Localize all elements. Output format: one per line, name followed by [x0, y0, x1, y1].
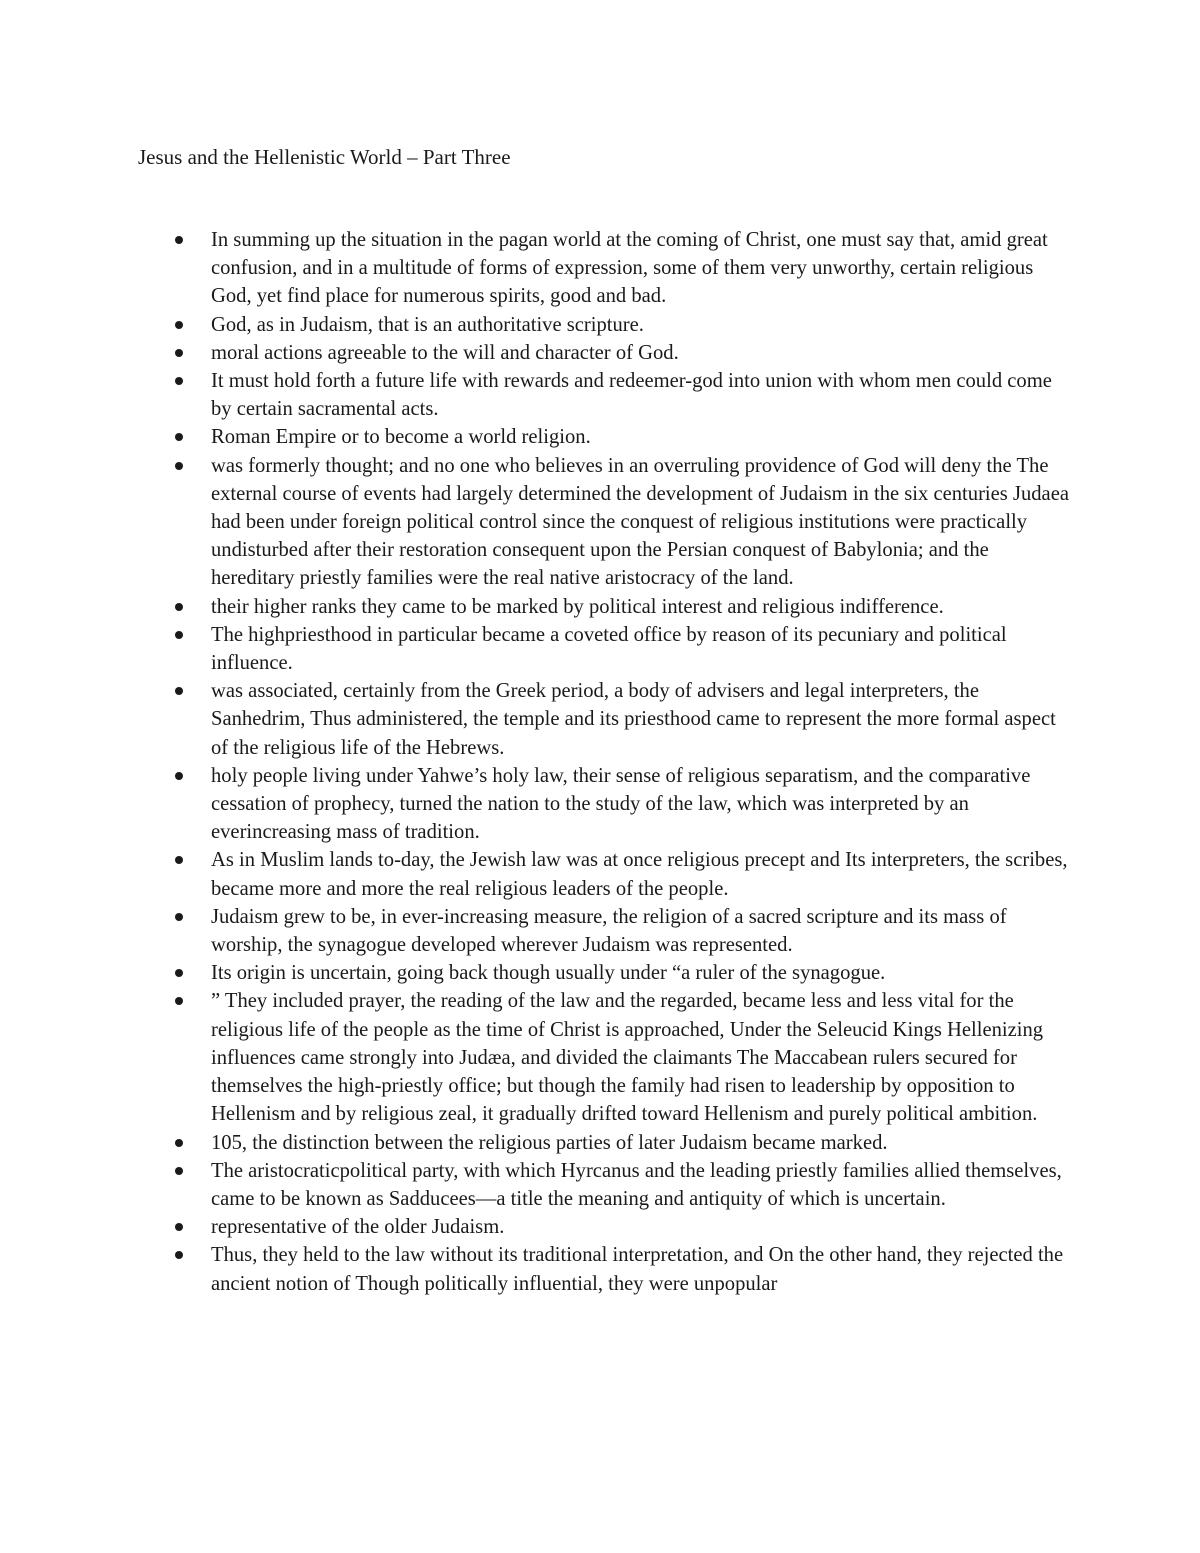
list-item — [211, 677, 1071, 762]
list-item — [211, 987, 1071, 1128]
list-item — [211, 762, 1071, 847]
bullet-dot-icon — [175, 1251, 183, 1259]
bullet-dot-icon — [175, 1139, 183, 1147]
bullet-text: Thus, they held to the law without its traditional interpretation, and On the other hand, they rejected the ancient notion of Though politically influential, they were unpopular — [211, 1244, 1064, 1295]
bullet-dot-icon — [175, 687, 183, 695]
list-item — [211, 959, 1071, 987]
list-item — [211, 903, 1071, 959]
list-item — [211, 367, 1071, 423]
bullet-text: moral actions agreeable to the will and character of God. — [211, 341, 679, 364]
bullet-dot-icon — [175, 462, 183, 470]
bullet-text: Roman Empire or to become a world religion. — [211, 426, 591, 449]
bullet-dot-icon — [175, 1223, 183, 1231]
list-item — [211, 452, 1071, 593]
bullet-text: In summing up the situation in the pagan world at the coming of Christ, one must say that, amid great confusion, and in a multitude of forms of expression, some of them very unworthy, certain religious God, yet find place for numerous spirits, good and bad. — [211, 229, 1048, 308]
bullet-dot-icon — [175, 856, 183, 864]
list-item — [211, 1157, 1071, 1213]
bullet-text: It must hold forth a future life with rewards and redeemer-god into union with whom men could come by certain sacramental acts. — [211, 370, 1052, 421]
bullet-text: holy people living under Yahwe’s holy law, their sense of religious separatism, and the comparative cessation of prophecy, turned the nation to the study of the law, which was interpreted by an everincreasing mass of tradition. — [211, 764, 1031, 844]
bullet-text: their higher ranks they came to be marked by political interest and religious indifference. — [211, 595, 944, 618]
bullet-dot-icon — [175, 997, 183, 1005]
bullet-text: was formerly thought; and no one who believes in an overruling providence of God will deny the The external course of events had largely determined the development of Judaism in the six centuries Judaea had been under foreign political control since the conquest of religious institutions were practically undisturbed after their restoration consequent upon the Persian conquest of Babylonia; and the hereditary priestly families were the real native aristocracy of the land. — [211, 454, 1069, 590]
list-item — [211, 1213, 1071, 1241]
list-item — [211, 621, 1071, 677]
bullet-dot-icon — [175, 969, 183, 977]
bullet-text: God, as in Judaism, that is an authoritative scripture. — [211, 313, 644, 336]
list-item — [211, 339, 1071, 367]
bullet-dot-icon — [175, 603, 183, 611]
list-item — [211, 311, 1071, 339]
bullet-dot-icon — [175, 631, 183, 639]
bullet-text: The highpriesthood in particular became a coveted office by reason of its pecuniary and political influence. — [211, 623, 1007, 675]
bullet-text: 105, the distinction between the religious parties of later Judaism became marked. — [211, 1131, 888, 1154]
list-item — [211, 846, 1071, 902]
bullet-dot-icon — [175, 433, 183, 441]
list-item — [211, 593, 1071, 621]
bullet-dot-icon — [175, 772, 183, 780]
bullet-text: As in Muslim lands to-day, the Jewish law was at once religious precept and Its interpreters, the scribes, became more and more the real religious leaders of the people. — [211, 849, 1068, 900]
list-item — [211, 423, 1071, 451]
bullet-text: was associated, certainly from the Greek period, a body of advisers and legal interpreters, the Sanhedrim, Thus administered, the temple and its priesthood came to represent the more formal aspect of the religious life of the Hebrews. — [211, 680, 1056, 759]
bullet-dot-icon — [175, 1167, 183, 1175]
bullet-dot-icon — [175, 377, 183, 385]
list-item — [211, 1129, 1071, 1157]
bullet-list — [211, 226, 1071, 1298]
bullet-dot-icon — [175, 913, 183, 921]
bullet-dot-icon — [175, 236, 183, 244]
bullet-text: Judaism grew to be, in ever-increasing measure, the religion of a sacred scripture and its mass of worship, the synagogue developed wherever Judaism was represented. — [211, 905, 1007, 957]
bullet-dot-icon — [175, 349, 183, 357]
list-item — [211, 1241, 1071, 1297]
bullet-dot-icon — [175, 321, 183, 329]
bullet-text: The aristocraticpolitical party, with which Hyrcanus and the leading priestly families allied themselves, came to be known as Sadducees—a title the meaning and antiquity of which is uncertain. — [211, 1159, 1062, 1210]
document-title: Jesus and the Hellenistic World – Part Three — [138, 145, 511, 169]
bullet-text: Its origin is uncertain, going back though usually under “a ruler of the synagogue. — [211, 962, 886, 985]
bullet-text: ” They included prayer, the reading of the law and the regarded, became less and less vital for the religious life of the people as the time of Christ is approached, Under the Seleucid Kings Hellenizing influences came strongly into Judæa, and divided the claimants The Maccabean rulers secured for themselves the high-priestly office; but though the family had risen to leadership by opposition to Hellenism and by religious zeal, it gradually drifted toward Hellenism and purely political ambition. — [211, 990, 1044, 1126]
list-item — [211, 226, 1071, 311]
bullet-text: representative of the older Judaism. — [211, 1216, 505, 1239]
